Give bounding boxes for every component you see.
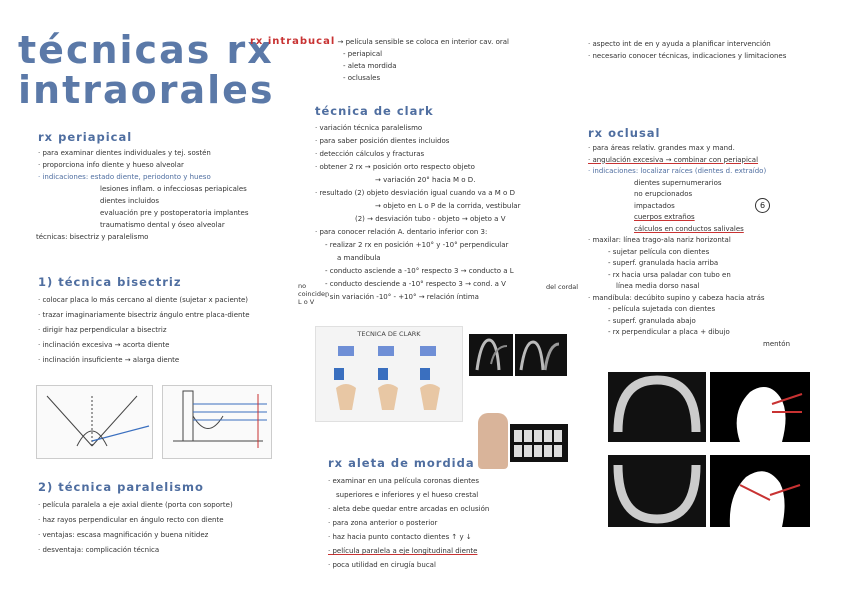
bisectriz-section [38, 275, 250, 368]
oclusal-line-3: dientes supernumerarios [634, 178, 722, 187]
oclusal-line-14: - película sujetada con dientes [608, 305, 716, 313]
aleta-line-4: · haz hacia punto contacto dientes ↑ y ↓ [328, 533, 472, 541]
paralelismo-line-1: · haz rayos perpendicular en ángulo recto con diente [38, 516, 224, 524]
periapical-line-4: dientes incluidos [100, 197, 159, 205]
title-line-1: técnicas rx [18, 28, 274, 72]
clark-line-6: → objeto en L o P de la corrida, vestibular [375, 202, 521, 210]
clark-line-7: (2) → desviación tubo - objeto → objeto a V [355, 215, 506, 223]
clark-line-0: · variación técnica paralelismo [315, 124, 423, 132]
bisectriz-line-4: · inclinación insuficiente → alarga diente [38, 356, 180, 364]
top-right-line-1: · necesario conocer técnicas, indicaciones y limitaciones [588, 52, 787, 60]
oclusal-circle-mark: 6 [755, 198, 770, 213]
clark-heading: técnica de clark [315, 104, 434, 118]
clark-figure [315, 326, 463, 422]
oclusal-line-16: - rx perpendicular a placa + dibujo [608, 328, 730, 336]
periapical-line-3: lesiones inflam. o infecciosas periapicales [100, 185, 247, 193]
aleta-line-5: · película paralela a eje longitudinal diente [328, 547, 478, 555]
periapical-line-2: · indicaciones: estado diente, periodonto y hueso [38, 173, 211, 181]
clark-line-3: · obtener 2 rx → posición orto respecto objeto [315, 163, 475, 171]
intrabucal-line-1: - periapical [343, 50, 383, 58]
oclusal-xray-maxilar [608, 372, 706, 442]
oclusal-line-4: no erupcionados [634, 190, 693, 198]
oclusal-line-6: cuerpos extraños [634, 213, 695, 221]
paralelismo-line-3: · desventaja: complicación técnica [38, 546, 160, 554]
oclusal-line-10: - superf. granulada hacia arriba [608, 259, 719, 267]
intrabucal-line-3: - oclusales [343, 74, 381, 82]
aleta-line-3: · para zona anterior o posterior [328, 519, 438, 527]
clark-line-2: · detección cálculos y fracturas [315, 150, 425, 158]
clark-figure-svg [316, 338, 462, 418]
intrabucal-line-2: - aleta mordida [343, 62, 397, 70]
intrabucal-line-0: → película sensible se coloca en interior cav. oral [337, 38, 509, 46]
periapical-line-7: técnicas: bisectriz y paralelismo [36, 233, 149, 241]
oclusal-line-7: cálculos en conductos salivales [634, 224, 744, 233]
bisectriz-heading: 1) técnica bisectriz [38, 275, 182, 289]
clark-section [315, 104, 520, 304]
aleta-line-0: · examinar en una película coronas dientes [328, 477, 479, 485]
oclusal-line-11: - rx hacia ursa paladar con tubo en [608, 270, 731, 279]
clark-line-10: a mandíbula [337, 254, 381, 262]
clark-line-8: · para conocer relación A. dentario inferior con 3: [315, 228, 488, 236]
clark-line-5: · resultado (2) objeto desviación igual cuando va a M o D [315, 189, 515, 197]
bisectriz-line-3: · inclinación excesiva → acorta diente [38, 341, 170, 349]
bisectriz-diagram [36, 385, 153, 459]
oclusal-line-13: · mandíbula: decúbito supino y cabeza hacia atrás [588, 293, 765, 302]
bisectriz-diagram-svg [37, 386, 152, 458]
paralelismo-line-2: · ventajas: escasa magnificación y buena nitidez [38, 531, 209, 539]
oclusal-line-1: · angulación excesiva → combinar con periapical [588, 155, 759, 164]
paralelismo-section [38, 480, 233, 558]
oclusal-heading: rx oclusal [588, 126, 661, 140]
periapical-heading: rx periapical [38, 130, 133, 144]
oclusal-line-17: mentón [763, 339, 791, 348]
intrabucal-label: rx intrabucal [250, 36, 336, 47]
top-right-notes [588, 38, 786, 62]
oclusal-xray-mandibula [608, 455, 706, 527]
top-right-line-0: · aspecto int de en y ayuda a planificar intervención [588, 40, 771, 48]
periapical-line-5: evaluación pre y postoperatoria implantes [100, 209, 249, 217]
paralelismo-diagram [162, 385, 272, 459]
clark-line-9: - realizar 2 rx en posición +10° y -10° perpendicular [325, 241, 509, 249]
aleta-xray [510, 424, 568, 462]
clark-line-4: → variación 20° hacia M o D. [375, 176, 476, 184]
oclusal-line-2: · indicaciones: localizar raíces (dientes d. extraído) [588, 167, 767, 175]
periapical-line-6: traumatismo dental y óseo alveolar [100, 221, 225, 229]
page-title [18, 30, 275, 110]
aleta-line-6: · poca utilidad en cirugía bucal [328, 561, 436, 569]
title-line-2: intraorales [18, 68, 275, 112]
paralelismo-line-0: · película paralela a eje axial diente (porta con soporte) [38, 501, 233, 509]
oclusal-line-5: impactados [634, 201, 675, 210]
periapical-line-1: · proporciona info diente y hueso alveolar [38, 161, 184, 169]
oclusal-diagram-mandibula [710, 455, 810, 527]
intrabucal-section [250, 36, 509, 84]
aleta-section [328, 456, 489, 572]
oclusal-line-8: · maxilar: línea trago-ala nariz horizontal [588, 236, 731, 244]
bisectriz-line-1: · trazar imaginariamente bisectriz ángulo entre placa-diente [38, 311, 250, 319]
paralelismo-diagram-svg [163, 386, 271, 458]
periapical-line-0: · para examinar dientes individuales y tej. sostén [38, 149, 211, 157]
bisectriz-line-0: · colocar placa lo más cercano al diente (sujetar x paciente) [38, 296, 248, 304]
clark-xray-right [515, 334, 567, 376]
oclusal-line-15: - superf. granulada abajo [608, 316, 696, 325]
clark-line-13: - sin variación -10° - +10° → relación íntima [325, 293, 479, 301]
oclusal-diagram-maxilar [710, 372, 810, 442]
oclusal-section [588, 126, 790, 350]
paralelismo-heading: 2) técnica paralelismo [38, 480, 204, 494]
clark-right-note: del cordal [546, 283, 579, 291]
oclusal-line-12: línea media dorso nasal [616, 282, 700, 290]
clark-line-12: - conducto desciende a -10° respecto 3 → cond. a V [325, 280, 506, 288]
clark-figure-title: TECNICA DE CLARK [357, 330, 421, 338]
bisectriz-line-2: · dirigir haz perpendicular a bisectriz [38, 326, 167, 334]
aleta-line-2: · aleta debe quedar entre arcadas en oclusión [328, 505, 490, 513]
clark-line-1: · para saber posición dientes incluidos [315, 137, 450, 145]
oclusal-line-0: · para áreas relativ. grandes max y mand. [588, 144, 735, 152]
clark-side-note: no coinciden L o V [298, 282, 330, 306]
oclusal-line-9: - sujetar película con dientes [608, 247, 710, 256]
clark-xray-left [469, 334, 513, 376]
clark-line-11: - conducto asciende a -10° respecto 3 → conducto a L [325, 267, 514, 275]
aleta-line-1: superiores e inferiores y el hueso crestal [336, 491, 479, 499]
periapical-section [38, 130, 248, 243]
aleta-heading: rx aleta de mordida [328, 456, 475, 470]
